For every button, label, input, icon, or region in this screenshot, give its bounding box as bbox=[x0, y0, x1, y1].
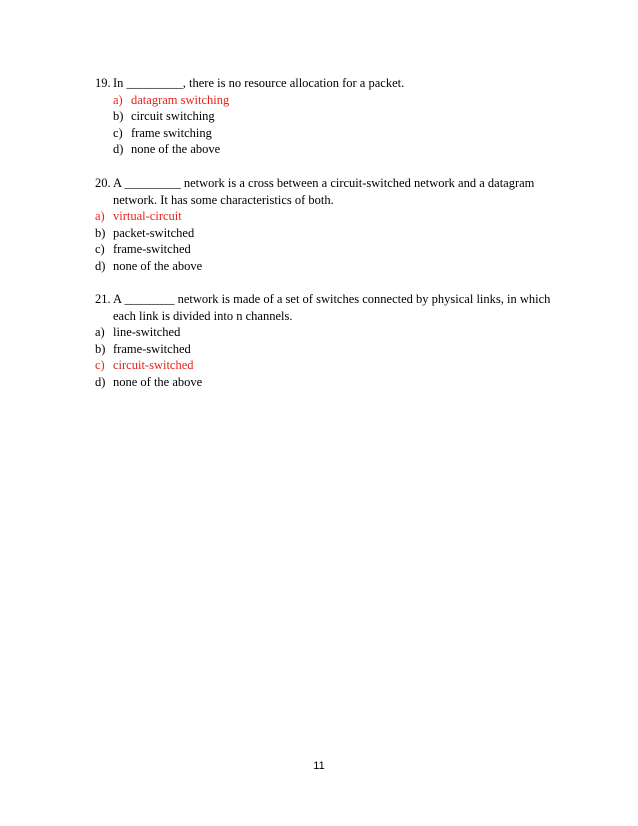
option-d bbox=[113, 141, 565, 158]
option-text: frame-switched bbox=[113, 341, 191, 356]
option-letter: b) bbox=[95, 341, 106, 356]
option-letter: a) bbox=[113, 92, 123, 107]
question-stem bbox=[95, 291, 565, 324]
answer-options bbox=[95, 92, 565, 158]
option-letter: d) bbox=[113, 142, 124, 156]
option-letter: b) bbox=[95, 225, 106, 240]
option-text: circuit switching bbox=[131, 109, 215, 123]
option-text: frame switching bbox=[131, 125, 212, 140]
question-number: 21. bbox=[95, 292, 111, 306]
option-letter: d) bbox=[95, 258, 106, 273]
page-number: 11 bbox=[313, 760, 325, 772]
answer-options bbox=[95, 324, 565, 390]
option-text: line-switched bbox=[113, 325, 181, 339]
option-b bbox=[95, 225, 565, 242]
option-text: datagram switching bbox=[131, 92, 230, 107]
question-19 bbox=[95, 75, 565, 158]
question-stem bbox=[95, 75, 565, 92]
option-text: frame-switched bbox=[113, 242, 191, 256]
option-text: none of the above bbox=[131, 142, 221, 156]
option-letter: a) bbox=[95, 325, 105, 339]
question-21 bbox=[95, 291, 565, 390]
option-letter: c) bbox=[95, 242, 105, 256]
option-letter: a) bbox=[95, 209, 105, 223]
question-20 bbox=[95, 175, 565, 274]
option-b bbox=[95, 341, 565, 358]
option-a bbox=[95, 324, 565, 341]
option-b bbox=[113, 108, 565, 125]
option-letter: c) bbox=[95, 358, 105, 372]
option-letter: d) bbox=[95, 374, 106, 389]
option-c bbox=[95, 357, 565, 374]
option-d bbox=[95, 258, 565, 275]
option-text: circuit-switched bbox=[113, 358, 194, 372]
option-d bbox=[95, 374, 565, 391]
question-number: 19. bbox=[95, 76, 111, 90]
option-text: none of the above bbox=[113, 374, 203, 389]
question-number: 20. bbox=[95, 176, 111, 190]
option-a bbox=[95, 208, 565, 225]
option-letter: b) bbox=[113, 109, 124, 123]
option-text: virtual-circuit bbox=[113, 209, 182, 223]
option-text: none of the above bbox=[113, 258, 203, 273]
option-text: packet-switched bbox=[113, 225, 195, 240]
question-text: A _________ network is a cross between a circuit-switched network and a datagram network. It has some characteristics of both. bbox=[113, 176, 535, 207]
option-a bbox=[113, 92, 565, 109]
option-letter: c) bbox=[113, 125, 123, 140]
option-c bbox=[113, 125, 565, 142]
question-stem bbox=[95, 175, 565, 208]
answer-options bbox=[95, 208, 565, 274]
question-text: In _________, there is no resource allocation for a packet. bbox=[113, 76, 405, 90]
option-c bbox=[95, 241, 565, 258]
question-text: A ________ network is made of a set of switches connected by physical links, in which each link is divided into n channels. bbox=[113, 292, 551, 323]
